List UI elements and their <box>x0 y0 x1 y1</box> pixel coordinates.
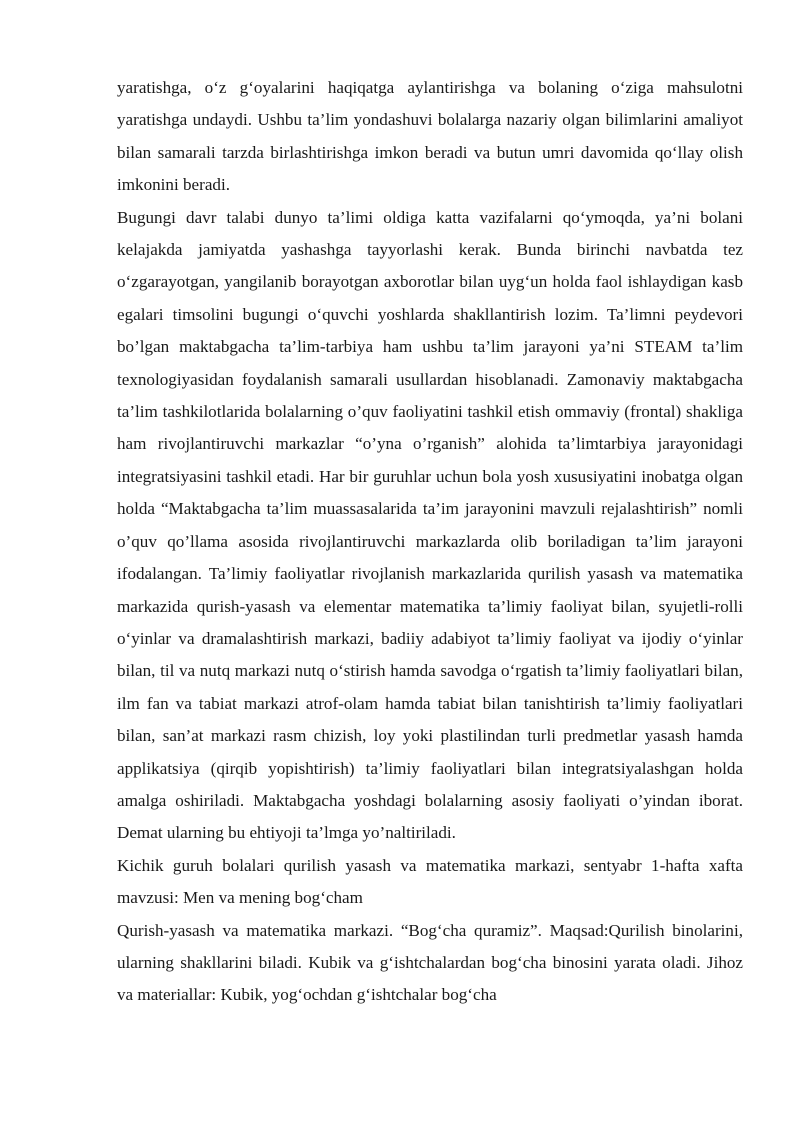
paragraph-4: Qurish-yasash va matematika markazi. “Bog‘cha quramiz”. Maqsad:Qurilish binolarini, ularning shakllarini biladi. Kubik va g‘ishtchalardan bog‘cha binosini yarata oladi. Jihoz va materiallar: Kubik, yog‘ochdan g‘ishtchalar bog‘cha <box>117 920 743 1005</box>
paragraph-2: Bugungi davr talabi dunyo ta’limi oldiga katta vazifalarni qo‘ymoqda, ya’ni bolani kelajakda jamiyatda yashashga tayyorlashi kerak. Bunda birinchi navbatda tez o‘zgarayotgan, yangilanib borayotgan axborotlar bilan uyg‘un holda faol ishlaydigan kasb egalari timsolini bugungi o‘quvchi yoshlarda shakllantirish lozim. Ta’limni peydevori bo’lgan maktabgacha ta’lim-tarbiya ham ushbu ta’lim jarayoni ya’ni STEAM ta’lim texnologiyasidan foydalanish samarali usullardan hisoblanadi. Zamonaviy maktabgacha ta’lim tashkilotlarida bolalarning o’quv faoliyatini tashkil etish ommaviy (frontal) shakliga ham rivojlantiruvchi markazlar “o’yna o’rganish” alohida ta’limtarbiya jarayonidagi integratsiyasini tashkil etadi. Har bir guruhlar uchun bola yosh xususiyatini inobatga olgan holda “Maktabgacha ta’lim muassasalarida ta’im jarayonini mavzuli rejalashtirish” nomli o’quv qo’llama asosida rivojlantiruvchi markazlarda olib boriladigan ta’lim jarayoni ifodalangan. Ta’limiy faoliyatlar rivojlanish markazlarida qurilish yasash va matematika markazida qurish-yasash va elementar matematika ta’limiy faoliyat bilan, syujetli-rolli o‘yinlar va dramalashtirish markazi, badiiy adabiyot ta’limiy faoliyat va ijodiy o‘yinlar bilan, til va nutq markazi nutq o‘stirish hamda savodga o‘rgatish ta’limiy faoliyatlari bilan, ilm fan va tabiat markazi atrof-olam hamda tabiat bilan tanishtirish ta’limiy faoliyatlari bilan, san’at markazi rasm chizish, loy yoki plastilindan turli predmetlar yasash hamda applikatsiya (qirqib yopishtirish) ta’limiy faoliyatlari bilan integratsiyalashgan holda amalga oshiriladi. Maktabgacha yoshdagi bolalarning asosiy faoliyati o’yindan iborat. Demat ularning bu ehtiyoji ta’lmga yo’naltiriladi. <box>117 207 743 843</box>
paragraph-3: Kichik guruh bolalari qurilish yasash va matematika markazi, sentyabr 1-hafta xafta mavzusi: Men va mening bog‘cham <box>117 855 743 908</box>
document-page <box>117 72 743 1012</box>
paragraph-1: yaratishga, o‘z g‘oyalarini haqiqatga aylantirishga va bolaning o‘ziga mahsulotni yaratishga undaydi. Ushbu ta’lim yondashuvi bolalarga nazariy olgan bilimlarini amaliyot bilan samarali tarzda birlashtirishga imkon beradi va butun umri davomida qo‘llay olish imkonini beradi. <box>117 78 743 195</box>
